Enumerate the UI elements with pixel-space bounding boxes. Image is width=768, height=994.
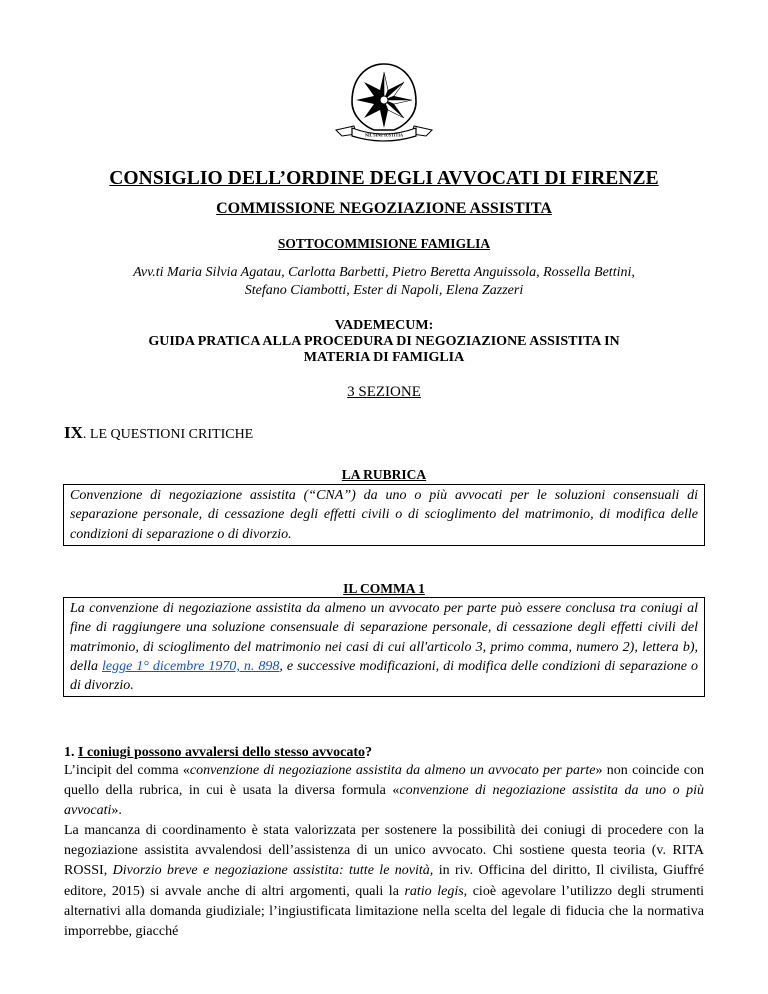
body-paragraphs — [64, 761, 704, 942]
p1-quote-2: convenzione di negoziazione assistita da uno o più avvocati — [64, 783, 704, 819]
author-initial-2: R — [64, 863, 74, 879]
chapter-number: IX — [64, 423, 83, 442]
chapter-heading — [64, 423, 253, 443]
p1-text-3: ». — [111, 803, 122, 819]
seal-motto: NIL SINE IUSTITIA — [365, 132, 403, 138]
p2-text-3: , cioè agevolare l’utilizzo degli strumenti alternativi alla domanda giudiziale; l’ingiustificata limitazione nella scelta del legale di fiducia che la normativa imporrebbe, giacché — [64, 883, 704, 939]
section-label — [0, 384, 768, 401]
rubrica-text: Convenzione di negoziazione assistita (“CNA”) da uno o più avvocati per le soluzioni consensuali di separazione personale, di cessazione degli effetti civili o di scioglimento del matrimonio, di modifica delle condizioni di separazione o di divorzio. — [70, 488, 698, 542]
compass-rose-seal-icon — [336, 64, 432, 141]
document-title: CONSIGLIO DELL’ORDINE DEGLI AVVOCATI DI FIRENZE — [109, 168, 659, 189]
vademecum-heading — [120, 318, 648, 366]
comma1-box — [63, 597, 705, 697]
bar-seal-logo — [332, 60, 436, 144]
p2-ratio-legis: ratio legis — [404, 883, 464, 899]
rubrica-box — [63, 484, 705, 546]
question-mark: ? — [365, 745, 373, 760]
paragraph-1 — [64, 761, 704, 821]
document-subtitle: COMMISSIONE NEGOZIAZIONE ASSISTITA — [216, 200, 552, 217]
p2-comma: , — [103, 863, 113, 879]
chapter-title: E QUESTIONI CRITICHE — [98, 427, 254, 442]
paragraph-2 — [64, 821, 704, 942]
p1-quote: convenzione di negoziazione assistita da almeno un avvocato per parte — [189, 763, 596, 778]
comma1-text-end: , e successive modificazioni, di modifica delle condizioni di separazione o di divorzio. — [70, 658, 698, 694]
section-word: EZIONE — [366, 384, 421, 400]
vademecum-line-2: GUIDA PRATICA ALLA PROCEDURA DI NEGOZIAZIONE ASSISTITA IN MATERIA DI FAMIGLIA — [148, 334, 620, 365]
section-number: 3 S — [347, 384, 367, 400]
p2-book-title: Divorzio breve e negoziazione assistita: tutte le novità, — [112, 863, 434, 879]
p1-text-2: » non coincide con quello della rubrica, in cui è usata la diversa formula « — [64, 763, 704, 799]
comma1-heading: IL COMMA 1 — [343, 581, 425, 596]
rubrica-heading: LA RUBRICA — [341, 467, 427, 482]
vademecum-line-1: VADEMECUM: — [334, 318, 434, 333]
authors-list: Avv.ti Maria Silvia Agatau, Carlotta Barbetti, Pietro Beretta Anguissola, Rossella Bettini, Stefano Ciambotti, Ester di Napoli, Elena Zazzeri — [133, 265, 635, 298]
question-title: I coniugi possono avvalersi dello stesso avvocato — [78, 745, 366, 760]
p2-text-2: in riv. Officina del diritto, Il civilista, Giuffré editore, 2015) si avvale anche di altri argomenti, quali la — [64, 863, 705, 899]
author-name-2: OSSI — [73, 863, 104, 879]
p2-text: La mancanza di coordinamento è stata valorizzata per sostenere la possibilità dei coniugi di procedere con la negoziazione assistita avvalendosi dell’assistenza di un unico avvocato. Chi sostiene questa teoria (v. — [64, 823, 704, 859]
chapter-dot: . L — [82, 427, 99, 442]
law-link[interactable]: legge 1° dicembre 1970, n. 898 — [101, 658, 280, 674]
author-initial-1: R — [672, 843, 682, 859]
question-number: 1. — [64, 745, 78, 760]
p1-text: L’incipit del comma « — [64, 763, 190, 778]
question-1-heading — [64, 745, 372, 761]
author-name-1: ITA — [681, 843, 704, 859]
comma1-text: La convenzione di negoziazione assistita da almeno un avvocato per parte può essere conclusa tra coniugi al fine di raggiungere una soluzione consensuale di separazione personale, di cessazione degli effetti civili del matrimonio, di scioglimento del matrimonio nei casi di cui all'articolo 3, primo comma, numero 2), lettera b), della — [70, 601, 698, 674]
subcommission-label: SOTTOCOMMISIONE FAMIGLIA — [277, 236, 491, 251]
